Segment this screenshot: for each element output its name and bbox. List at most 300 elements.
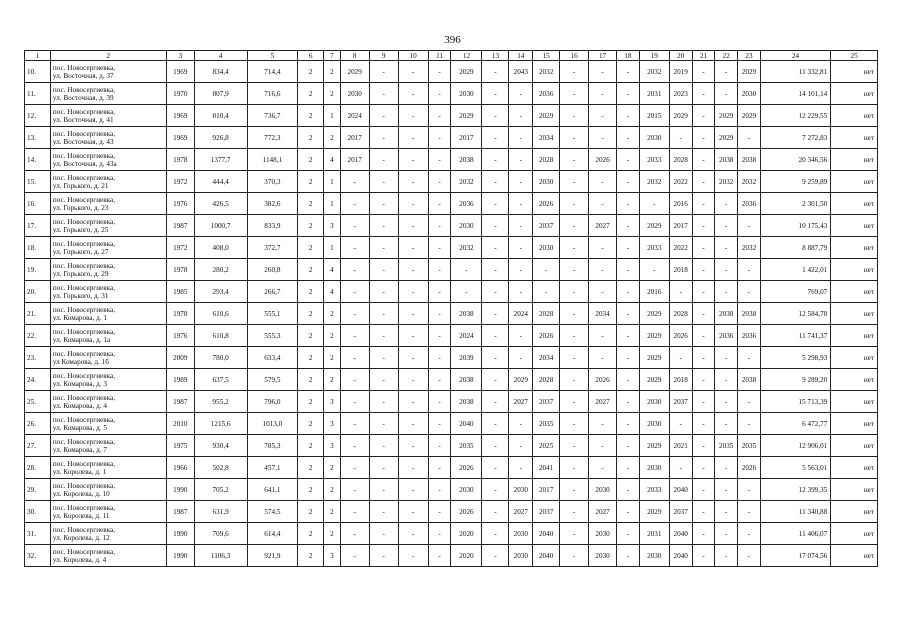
column-header-9: 9 — [369, 51, 398, 61]
cell-col-21: - — [692, 105, 715, 127]
flag-cell: нет — [831, 435, 878, 457]
table-row — [25, 325, 878, 347]
cell-col-18: - — [617, 61, 640, 83]
column-header-25: 25 — [831, 51, 878, 61]
cell-col-6: 2 — [298, 237, 324, 259]
cell-col-20: 2040 — [669, 545, 692, 567]
cell-col-8: - — [340, 193, 369, 215]
column-header-17: 17 — [589, 51, 617, 61]
cell-col-5: 555,1 — [247, 303, 298, 325]
cell-col-22: - — [715, 413, 738, 435]
row-number: 26. — [25, 413, 51, 435]
cell-col-13: - — [482, 281, 509, 303]
cell-col-15: - — [533, 259, 560, 281]
address-settlement: пос. Новосергиевка, — [52, 371, 115, 380]
cell-col-3: 1978 — [166, 303, 194, 325]
address-cell — [50, 303, 166, 325]
cell-col-6: 2 — [298, 391, 324, 413]
cell-col-23: - — [738, 523, 761, 545]
cell-col-22: - — [715, 281, 738, 303]
cell-col-10: - — [398, 347, 428, 369]
cell-col-6: 2 — [298, 435, 324, 457]
row-number: 11. — [25, 83, 51, 105]
cost-cell: 11 332,81 — [760, 61, 830, 83]
cell-col-10: - — [398, 369, 428, 391]
address-settlement: пос. Новосергиевка, — [52, 525, 115, 534]
cell-col-16: - — [560, 501, 589, 523]
flag-cell: нет — [831, 523, 878, 545]
address-settlement: пос. Новосергиевка, — [52, 349, 115, 358]
cell-col-3: 1987 — [166, 215, 194, 237]
address-settlement: пос. Новосергиевка, — [52, 459, 115, 468]
cell-col-16: - — [560, 457, 589, 479]
cell-col-14: 2029 — [509, 369, 533, 391]
address-settlement: пос. Новосергиевка, — [52, 327, 115, 336]
cell-col-17: - — [589, 171, 617, 193]
cell-col-6: 2 — [298, 149, 324, 171]
cell-col-5: 614,4 — [247, 523, 298, 545]
cell-col-22: - — [715, 237, 738, 259]
address-street: ул. Королева, д. 10 — [52, 489, 110, 498]
cell-col-8: - — [340, 171, 369, 193]
cell-col-7: 1 — [324, 237, 341, 259]
cell-col-14: - — [509, 325, 533, 347]
address-street: ул. Горького, д. 31 — [52, 291, 109, 300]
cell-col-8: - — [340, 325, 369, 347]
cell-col-19: 2029 — [639, 215, 669, 237]
cell-col-12: 2032 — [451, 171, 482, 193]
address-street: ул. Восточная, д. 43 — [52, 137, 114, 146]
cell-col-8: - — [340, 523, 369, 545]
cell-col-10: - — [398, 149, 428, 171]
address-settlement: пос. Новосергиевка, — [52, 239, 115, 248]
cell-col-21: - — [692, 303, 715, 325]
table-row — [25, 215, 878, 237]
cell-col-17: - — [589, 259, 617, 281]
cell-col-5: 633,4 — [247, 347, 298, 369]
table-row — [25, 369, 878, 391]
cell-col-10: - — [398, 325, 428, 347]
cell-col-16: - — [560, 83, 589, 105]
address-cell — [50, 105, 166, 127]
cell-col-10: - — [398, 391, 428, 413]
cell-col-23: - — [738, 413, 761, 435]
cell-col-10: - — [398, 105, 428, 127]
cell-col-23: 2038 — [738, 303, 761, 325]
cell-col-22: - — [715, 215, 738, 237]
cell-col-12: 2035 — [451, 435, 482, 457]
cell-col-22: 2029 — [715, 105, 738, 127]
table-row — [25, 149, 878, 171]
cell-col-9: - — [369, 215, 398, 237]
column-header-20: 20 — [669, 51, 692, 61]
cell-col-4: 1215,6 — [194, 413, 247, 435]
table-row — [25, 523, 878, 545]
cell-col-6: 2 — [298, 281, 324, 303]
cell-col-9: - — [369, 325, 398, 347]
cell-col-13: - — [482, 61, 509, 83]
cell-col-15: 2025 — [533, 435, 560, 457]
address-street: ул. Горького, д. 25 — [52, 225, 109, 234]
cost-cell: 11 340,88 — [760, 501, 830, 523]
cell-col-20: 2022 — [669, 171, 692, 193]
address-settlement: пос. Новосергиевка, — [52, 85, 115, 94]
cell-col-13: - — [482, 413, 509, 435]
cell-col-16: - — [560, 259, 589, 281]
address-street: ул. Комарова, д. 4 — [52, 401, 108, 410]
cell-col-9: - — [369, 237, 398, 259]
cell-col-19: 2029 — [639, 435, 669, 457]
cell-col-8: - — [340, 545, 369, 567]
cell-col-20: 2037 — [669, 391, 692, 413]
cell-col-5: 370,3 — [247, 171, 298, 193]
cell-col-13: - — [482, 215, 509, 237]
cell-col-22: - — [715, 479, 738, 501]
cell-col-22: - — [715, 61, 738, 83]
cell-col-16: - — [560, 545, 589, 567]
cell-col-19: 2032 — [639, 171, 669, 193]
address-cell — [50, 215, 166, 237]
cell-col-15: 2028 — [533, 303, 560, 325]
cell-col-15: 2036 — [533, 83, 560, 105]
cell-col-14: - — [509, 259, 533, 281]
cell-col-23: - — [738, 281, 761, 303]
cell-col-18: - — [617, 413, 640, 435]
cell-col-11: - — [428, 127, 451, 149]
cell-col-18: - — [617, 127, 640, 149]
column-header-5: 5 — [247, 51, 298, 61]
cell-col-8: - — [340, 413, 369, 435]
cell-col-5: 772,3 — [247, 127, 298, 149]
cell-col-20: 2016 — [669, 193, 692, 215]
cost-cell: 6 472,77 — [760, 413, 830, 435]
cell-col-20: 2019 — [669, 61, 692, 83]
cell-col-19: 2029 — [639, 501, 669, 523]
cell-col-23: - — [738, 259, 761, 281]
column-header-16: 16 — [560, 51, 589, 61]
cell-col-21: - — [692, 457, 715, 479]
address-street: ул. Королева, д. 1 — [52, 467, 107, 476]
cell-col-11: - — [428, 391, 451, 413]
cell-col-17: 2030 — [589, 523, 617, 545]
cost-cell: 5 298,93 — [760, 347, 830, 369]
flag-cell: нет — [831, 303, 878, 325]
address-cell — [50, 347, 166, 369]
column-header-11: 11 — [428, 51, 451, 61]
cell-col-7: 2 — [324, 479, 341, 501]
cell-col-13: - — [482, 457, 509, 479]
page-number: 396 — [444, 34, 461, 46]
cell-col-12: 2038 — [451, 303, 482, 325]
cell-col-18: - — [617, 545, 640, 567]
cell-col-20: 2026 — [669, 325, 692, 347]
cell-col-12: 2030 — [451, 215, 482, 237]
cell-col-17: - — [589, 127, 617, 149]
cell-col-3: 2009 — [166, 347, 194, 369]
cell-col-19: - — [639, 259, 669, 281]
row-number: 30. — [25, 501, 51, 523]
address-settlement: пос. Новосергиевка, — [52, 547, 115, 556]
cell-col-21: - — [692, 325, 715, 347]
cell-col-19: 2015 — [639, 105, 669, 127]
address-cell — [50, 501, 166, 523]
cell-col-22: 2038 — [715, 303, 738, 325]
cell-col-14: - — [509, 149, 533, 171]
cell-col-22: - — [715, 545, 738, 567]
cell-col-13: - — [482, 149, 509, 171]
cell-col-12: 2032 — [451, 237, 482, 259]
cell-col-23: 2032 — [738, 171, 761, 193]
cell-col-23: - — [738, 391, 761, 413]
cell-col-5: 736,7 — [247, 105, 298, 127]
column-header-18: 18 — [617, 51, 640, 61]
cell-col-15: 2041 — [533, 457, 560, 479]
cell-col-12: 2040 — [451, 413, 482, 435]
cell-col-7: 3 — [324, 413, 341, 435]
cell-col-20: 2023 — [669, 83, 692, 105]
cell-col-21: - — [692, 83, 715, 105]
cell-col-20: 2040 — [669, 523, 692, 545]
cell-col-20: 2028 — [669, 149, 692, 171]
cost-cell: 20 346,56 — [760, 149, 830, 171]
cell-col-13: - — [482, 193, 509, 215]
cell-col-13: - — [482, 303, 509, 325]
cell-col-17: 2027 — [589, 501, 617, 523]
cell-col-11: - — [428, 259, 451, 281]
cell-col-14: 2027 — [509, 391, 533, 413]
cell-col-5: 714,4 — [247, 61, 298, 83]
cell-col-7: 2 — [324, 523, 341, 545]
address-cell — [50, 523, 166, 545]
table-row — [25, 105, 878, 127]
row-number: 23. — [25, 347, 51, 369]
cell-col-13: - — [482, 501, 509, 523]
cell-col-23: 2029 — [738, 105, 761, 127]
address-cell — [50, 479, 166, 501]
column-header-19: 19 — [639, 51, 669, 61]
table-body — [25, 61, 878, 567]
cell-col-4: 293,4 — [194, 281, 247, 303]
cost-cell: 5 563,01 — [760, 457, 830, 479]
cell-col-21: - — [692, 435, 715, 457]
cost-cell: 1 422,01 — [760, 259, 830, 281]
cell-col-18: - — [617, 303, 640, 325]
cell-col-5: 457,1 — [247, 457, 298, 479]
address-settlement: пос. Новосергиевка, — [52, 437, 115, 446]
cell-col-3: 1989 — [166, 369, 194, 391]
cell-col-4: 426,5 — [194, 193, 247, 215]
cell-col-22: 2032 — [715, 171, 738, 193]
cell-col-15: 2040 — [533, 545, 560, 567]
cell-col-13: - — [482, 127, 509, 149]
cell-col-11: - — [428, 435, 451, 457]
cell-col-14: - — [509, 193, 533, 215]
cell-col-12: 2036 — [451, 193, 482, 215]
cell-col-14: - — [509, 215, 533, 237]
cell-col-20: - — [669, 127, 692, 149]
cell-col-9: - — [369, 435, 398, 457]
cell-col-6: 2 — [298, 61, 324, 83]
column-header-12: 12 — [451, 51, 482, 61]
flag-cell: нет — [831, 259, 878, 281]
cell-col-15: 2026 — [533, 193, 560, 215]
cell-col-3: 2010 — [166, 413, 194, 435]
cell-col-10: - — [398, 545, 428, 567]
cell-col-6: 2 — [298, 303, 324, 325]
cell-col-10: - — [398, 281, 428, 303]
cell-col-4: 1377,7 — [194, 149, 247, 171]
address-settlement: пос. Новосергиевка, — [52, 63, 115, 72]
cell-col-12: 2020 — [451, 545, 482, 567]
cell-col-23: 2038 — [738, 369, 761, 391]
cell-col-5: 796,0 — [247, 391, 298, 413]
cell-col-22: - — [715, 369, 738, 391]
cell-col-9: - — [369, 369, 398, 391]
cell-col-19: - — [639, 193, 669, 215]
cell-col-18: - — [617, 281, 640, 303]
cell-col-10: - — [398, 435, 428, 457]
cell-col-23: - — [738, 545, 761, 567]
cell-col-20: 2029 — [669, 105, 692, 127]
cell-col-12: 2029 — [451, 61, 482, 83]
cell-col-19: 2032 — [639, 61, 669, 83]
cell-col-12: 2024 — [451, 325, 482, 347]
cost-cell: 12 399,35 — [760, 479, 830, 501]
table-row — [25, 501, 878, 523]
cell-col-16: - — [560, 325, 589, 347]
cell-col-10: - — [398, 171, 428, 193]
address-settlement: пос. Новосергиевка, — [52, 305, 115, 314]
cell-col-20: 2040 — [669, 479, 692, 501]
address-street: ул. Королева, д. 12 — [52, 533, 110, 542]
cell-col-11: - — [428, 171, 451, 193]
cell-col-16: - — [560, 347, 589, 369]
table-row — [25, 83, 878, 105]
cell-col-8: - — [340, 369, 369, 391]
flag-cell: нет — [831, 237, 878, 259]
address-street: ул. Комарова, д. 5 — [52, 423, 108, 432]
cell-col-21: - — [692, 281, 715, 303]
cell-col-3: 1975 — [166, 435, 194, 457]
cell-col-5: 382,6 — [247, 193, 298, 215]
cost-cell: 12 229,55 — [760, 105, 830, 127]
cell-col-12: 2017 — [451, 127, 482, 149]
cell-col-12: 2026 — [451, 457, 482, 479]
cell-col-11: - — [428, 149, 451, 171]
cell-col-13: - — [482, 83, 509, 105]
cell-col-21: - — [692, 523, 715, 545]
cell-col-3: 1970 — [166, 83, 194, 105]
table-row — [25, 545, 878, 567]
cell-col-20: 2018 — [669, 259, 692, 281]
cell-col-17: - — [589, 61, 617, 83]
cost-cell: 2 301,50 — [760, 193, 830, 215]
flag-cell: нет — [831, 215, 878, 237]
cell-col-4: 1106,3 — [194, 545, 247, 567]
address-cell — [50, 127, 166, 149]
cell-col-22: 2038 — [715, 149, 738, 171]
table-row — [25, 171, 878, 193]
cell-col-9: - — [369, 501, 398, 523]
cell-col-20: 2028 — [669, 303, 692, 325]
address-cell — [50, 61, 166, 83]
cell-col-16: - — [560, 105, 589, 127]
cell-col-18: - — [617, 501, 640, 523]
cell-col-16: - — [560, 435, 589, 457]
cell-col-16: - — [560, 413, 589, 435]
cell-col-15: 2028 — [533, 149, 560, 171]
address-street: ул. Горького, д. 21 — [52, 181, 109, 190]
address-street: ул. Горького, д. 23 — [52, 203, 109, 212]
cost-cell: 769,07 — [760, 281, 830, 303]
cell-col-13: - — [482, 369, 509, 391]
address-cell — [50, 171, 166, 193]
cell-col-7: 2 — [324, 347, 341, 369]
cell-col-6: 2 — [298, 171, 324, 193]
cell-col-19: 2030 — [639, 457, 669, 479]
cell-col-19: 2030 — [639, 391, 669, 413]
flag-cell: нет — [831, 479, 878, 501]
cell-col-4: 705,2 — [194, 479, 247, 501]
cell-col-21: - — [692, 237, 715, 259]
table-row — [25, 237, 878, 259]
table-row — [25, 457, 878, 479]
table-row — [25, 61, 878, 83]
cell-col-20: 2021 — [669, 435, 692, 457]
cell-col-10: - — [398, 215, 428, 237]
cell-col-20: - — [669, 413, 692, 435]
cell-col-20: - — [669, 457, 692, 479]
cell-col-20: - — [669, 347, 692, 369]
row-number: 17. — [25, 215, 51, 237]
cell-col-23: 2036 — [738, 193, 761, 215]
cell-col-22: - — [715, 347, 738, 369]
column-header-10: 10 — [398, 51, 428, 61]
address-settlement: пос. Новосергиевка, — [52, 173, 115, 182]
cell-col-9: - — [369, 523, 398, 545]
cell-col-3: 1976 — [166, 325, 194, 347]
cell-col-19: 2033 — [639, 149, 669, 171]
cell-col-7: 2 — [324, 303, 341, 325]
cell-col-17: 2034 — [589, 303, 617, 325]
housing-registry-table — [24, 50, 878, 567]
cell-col-5: 716,6 — [247, 83, 298, 105]
cell-col-11: - — [428, 61, 451, 83]
cell-col-18: - — [617, 193, 640, 215]
table-row — [25, 127, 878, 149]
address-settlement: пос. Новосергиевка, — [52, 107, 115, 116]
cell-col-20: 2017 — [669, 215, 692, 237]
cell-col-16: - — [560, 127, 589, 149]
row-number: 29. — [25, 479, 51, 501]
address-street: ул. Восточная, д. 43а — [52, 159, 117, 168]
cell-col-22: - — [715, 193, 738, 215]
flag-cell: нет — [831, 171, 878, 193]
cell-col-15: 2034 — [533, 347, 560, 369]
cell-col-9: - — [369, 457, 398, 479]
table-row — [25, 413, 878, 435]
column-header-6: 6 — [298, 51, 324, 61]
cell-col-15: 2040 — [533, 523, 560, 545]
cell-col-13: - — [482, 479, 509, 501]
cell-col-18: - — [617, 171, 640, 193]
address-settlement: пос. Новосергиевка, — [52, 503, 115, 512]
column-header-1: 1 — [25, 51, 51, 61]
address-street: ул. Комарова, д. 7 — [52, 445, 108, 454]
cell-col-16: - — [560, 171, 589, 193]
cell-col-17: - — [589, 237, 617, 259]
cell-col-7: 1 — [324, 193, 341, 215]
